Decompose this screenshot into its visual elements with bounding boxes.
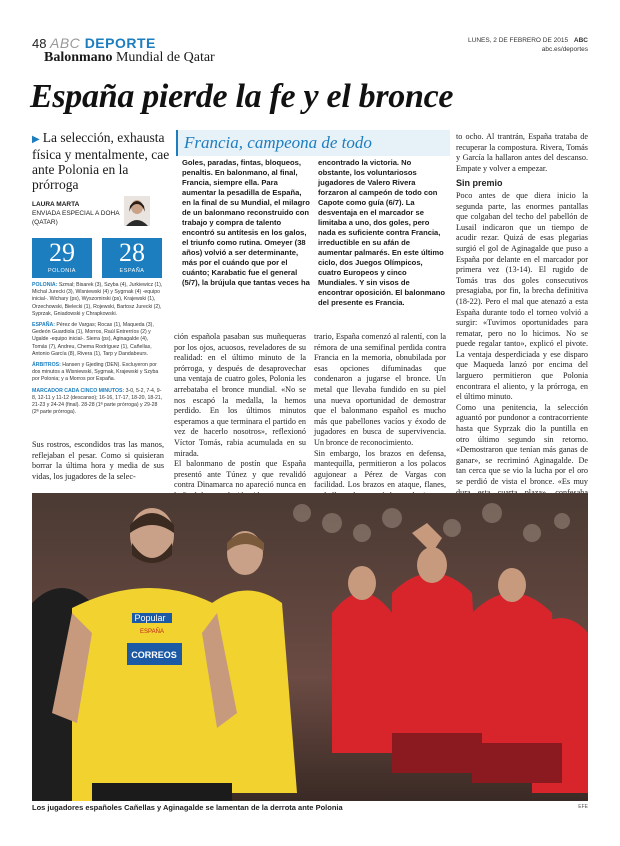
- shirt-espana-text: ESPAÑA: [140, 629, 164, 635]
- deck: [32, 130, 172, 192]
- body-column-4-top: to ocho. Al trantrán, España trataba de recuperar la compostura. Rivera, Tomás y García la hallaron antes del descanso. Empate y volver a empezar.: [456, 132, 588, 173]
- inset-box: [176, 130, 450, 320]
- issue-date: LUNES, 2 DE FEBRERO DE 2015: [468, 37, 569, 44]
- brand-mark: ABC: [573, 37, 588, 44]
- body-column-2-text: ción española pasaban sus muñequeras por los ojos, acuosos, reveladores de su realidad: en el último minuto de la prórroga, y después de desaprovechar una ventaja de cuatro goles, Polonia les arrebataba el bronce mundial. «No se nos escapó la medalla, la hemos perdido. En los últimos minutos esperamos a que terminara el partido en vez de hacerlo nosotros», reflexionó Víctor Tomás, rabia acumulada en su mirada. El balonmano de postín que España presentó ante Túnez y que revalidó contra Dinamarca no apareció nunca en: [174, 332, 306, 490]
- subsection-rest: Mundial de Qatar: [115, 50, 215, 65]
- stats-marcador: MARCADOR CADA CINCO MINUTOS: 3-0, 5-2, 7-4, 9-8, 12-11 y 11-12 (descanso); 16-16, 17-17, 18-20, 18-21, 21-23 y 24-24 (final). 28-28 (1ª parte prórroga) y 29-28 (2ª parte prórroga).: [32, 387, 163, 416]
- page-number: 48: [32, 36, 47, 51]
- dateline: [468, 36, 588, 54]
- photo-credit: EFE: [578, 804, 588, 810]
- photo-illustration: [32, 493, 588, 801]
- sponsor-popular-text: Popular: [134, 613, 166, 623]
- section-brand: ABC: [50, 35, 81, 51]
- author-name: LAURA MARTA: [32, 201, 80, 208]
- main-photo: [32, 493, 588, 801]
- stats-arbitros: ÁRBITROS: Hansen y Gjeding (DEN). Excluyeron por dos minutos a Wisniewski, Sygrnak, Krajewski y Szyba por Polonia; y a Morros por España.: [32, 362, 159, 383]
- away-score: 28: [119, 238, 145, 267]
- subheading-sin-premio: Sin premio: [456, 178, 503, 189]
- body-column-3-text: trario, España comenzó al ralentí, con la rémora de una semifinal perdida contra Francia en la memoria, obnubilada por esas opciones difuminadas que condenaron a jugarse el bronce. Un metal que llevaba fundido en su piel una nueva oportunidad de demostrar que el balonmano español es mucho más que pabellones vacíos y éxodo de jugadores en busca de supervivencia. Un bronce de reconocimiento. Sin embargo, los brazos en defensa, mantequilla, permitieron a los polacos agujonear a Pérez de Vargas con facilidad. Los brazos en ataque, flanes,: [314, 332, 446, 490]
- score-box-espana: [102, 238, 162, 278]
- body-column-4-rest: Poco antes de que diera inicio la segunda parte, las enormes pantallas que colgaban del techo del pabellón de Lusail indicaron que un tiempo de acudir rezar. Quizá de esas plegarias surgió el gol de Aginagalde que puso a España por delante en el marcador por primera vez (13-14). El rugido de Tomás tras dos goles consecutivos presagiaba, por fin, la brecha definitiva (18-22). Pero el mal que atenazó a esta España durante todo el torneo volvió a surgir: «Tuvimos oportunidades para rematar, pero no lo hicimos. No se puede regalar tanto», explicó el pivote. La ventaja desperdiciada y ese disparo que Maqueda lanzó por encima del larguero permitieron que Polonia encontrara el aliento, y la prórroga, en el último minuto. Como una penitencia, la selección aguantó por pundonor a contracorriente hasta que Syprzak dio la puntilla en otro último segundo sin retorno. «Demostraron que tenían más ganas de ganar», se recriminó Aginagalde. De tan cerca que se vio la lucha por el oro se perdió de vista el bronce. «Es muy: [456, 190, 588, 486]
- author-role: ENVIADA ESPECIAL A DOHA: [32, 210, 120, 217]
- body-column-2: [174, 332, 306, 502]
- home-score: 29: [49, 238, 75, 267]
- stats-polonia: POLONIA: Szmal; Bisarek (3), Szyba (4), Jurkiewicz (1), Michal Jurecki (3), Wisniewski (4) y Sygrnak (4) -equipo inicial-. Wichary (ps), Wyszomirski (ps), Krajewski (1), Orzechowski, Bielecki (1), Rojewski, Bartosz Jurecki (2), Syprzak, Gniadowski y Chrapkowski.: [32, 282, 163, 317]
- site-url: abc.es/deportes: [541, 46, 588, 53]
- byline: [32, 200, 172, 227]
- stats-espana: ESPAÑA: Pérez de Vargas; Rocas (1), Maqueda (3), Gedeón Guardiola (1), Morros, Raúl Entrerríos (2) y Ugalde -equipo inicial-. Sierra (ps), Aginagalde (4), Tomás (7), Andreu, Chema Rodríguez (1), Cañellas, Antonio García (8), Rivera (1), Tarp y Dandabeurs.: [32, 322, 154, 357]
- section-name: DEPORTE: [84, 35, 156, 51]
- page-headline: España pierde la fe y el bronce: [30, 78, 454, 115]
- section-label: [50, 35, 156, 51]
- deck-text: La selección, exhausta física y mentalmente, cae ante Polonia en la prórroga: [32, 130, 170, 192]
- score-box-polonia: [32, 238, 92, 278]
- away-team: ESPAÑA: [119, 268, 145, 274]
- page-header: [32, 36, 588, 66]
- body-column-4: [456, 132, 588, 530]
- sponsor-correos-text: CORREOS: [131, 650, 177, 660]
- match-stats: [32, 282, 164, 420]
- inset-title: Francia, campeona de todo: [176, 130, 450, 156]
- subsection-label: [44, 50, 215, 66]
- inset-column-1: Goles, paradas, fintas, bloqueos, penaltis. En balonmano, al final, Francia, siempre ella. Para aumentar la pesadilla de España, en la final de su Mundial, el milagro de un balonmano reconstruido con trabajo y compra de talento encontró su antítesis en los galos, el triunfo como rutina. Omeyer (38 años) volvió a ser determinante, más por el cuándo que por el cuánto; Karabatic fue el general (5/7), la brújula que tantas veces ha: [182, 158, 310, 287]
- author-location: (QATAR): [32, 219, 58, 226]
- arrow-right-icon: ▶: [32, 134, 40, 145]
- body-column-1: Sus rostros, escondidos tras las manos, reflejaban el pesar. Como si quisieran borrar la última hora y media de sus vidas, los jugadores de la selec-: [32, 440, 164, 481]
- body-column-3: [314, 332, 446, 502]
- home-team: POLONIA: [48, 268, 76, 274]
- author-photo: [124, 196, 150, 226]
- inset-column-2: encontrado la victoria. No obstante, los voluntariosos jugadores de Valero Rivera forzaron al campeón de todo con Capote como guía (6/7). La desventaja en el marcador se limitaba a uno, dos goles, pero nada es suficiente contra Francia, irreductible en su afán de aumentar palmarés. En este último ciclo, dos Juegos Olímpicos, cuatro Europeos y cinco Mundiales. Y sin visos de encontrar oposición. El balonmano del presente es Francia.: [318, 158, 445, 307]
- subsection-bold: Balonmano: [44, 50, 113, 65]
- photo-caption: Los jugadores españoles Cañellas y Aginagalde se lamentan de la derrota ante Polonia: [32, 803, 343, 812]
